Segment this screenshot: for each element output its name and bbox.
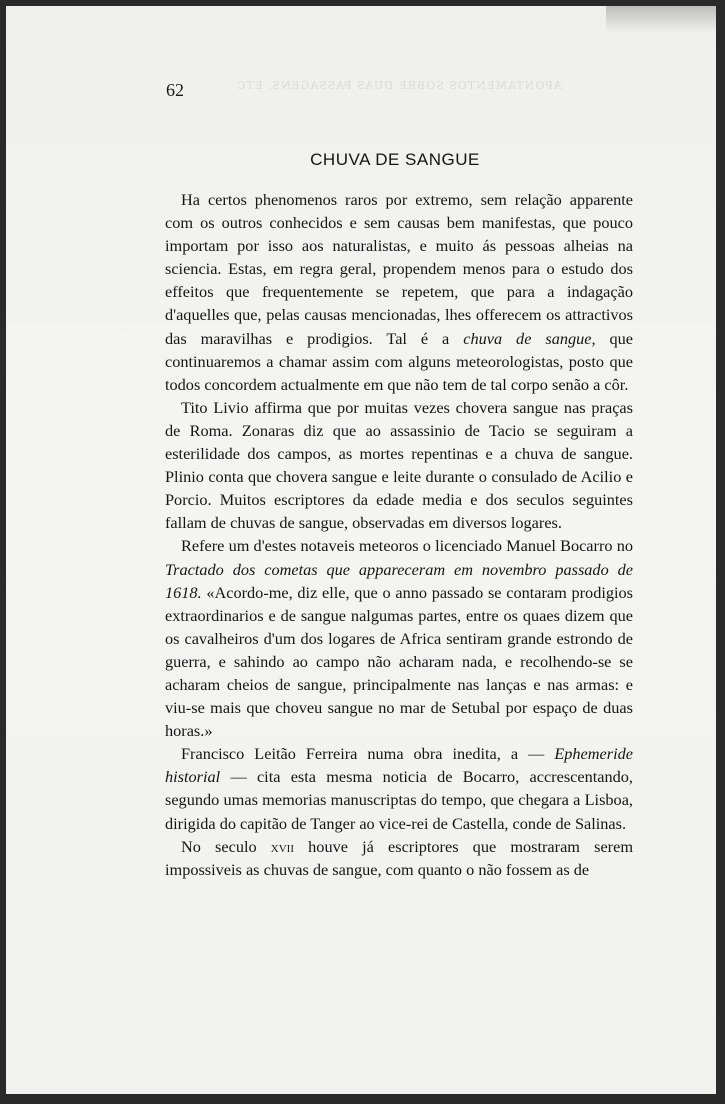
paragraph-5: No seculo xvii houve já escriptores que mostraram serem impossiveis as chuvas de sangue, com quanto o não fossem as de [165,836,633,879]
page-number: 62 [166,80,184,100]
page-corner-shadow [606,6,716,32]
paragraph-4: Francisco Leitão Ferreira numa obra inedita, a — Ephemeride historial — cita esta mesma noticia de Bocarro, accrescentando, segundo umas memorias manuscriptas do tempo, que chegara a Lisboa, dirigida do capitão de Tanger ao vice-rei de Castella, conde de Salinas. [165,744,633,833]
work-title: Ephemeride historial [165,744,633,787]
body-text [165,188,633,881]
bleed-through-header: APONTAMENTOS SOBRE DUAS PASSAGENS, ETC [236,79,562,92]
century-numeral: xvii [270,836,295,856]
paragraph-3: Refere um d'estes notaveis meteoros o licenciado Manuel Bocarro no Tractado dos cometas que appareceram em novembro passado de 1618. «Acordo-me, diz elle, que o anno passado se contaram prodigios extraordinarios e de sangue nalgumas partes, entre os quaes dizem que os cavalheiros d'um dos logares de Africa sentiram grande estrondo de guerra, e sahindo ao campo não acharam nada, e recolhendo-se se acharam cheios de sangue, principalmente nas lanças e nas armas: e viu-se mais que choveu sangue no mar de Setubal por espaço de duas horas.» [165,536,633,741]
page-title: CHUVA DE SANGUE [310,150,480,169]
paragraph-2: Tito Livio affirma que por muitas vezes chovera sangue nas praças de Roma. Zonaras diz que ao assassinio de Tacio se seguiram a esterilidade dos campos, as mortes repentinas e a chuva de sangue. Plinio conta que chovera sangue e leite durante o consulado de Acilio e Porcio. Muitos escriptores da edade media e dos seculos seguintes fallam de chuvas de sangue, observadas em diversos logares. [165,397,633,533]
paragraph-1: Ha certos phenomenos raros por extremo, sem relação apparente com os outros conhecidos e sem causas bem manifestas, que pouco importam por isso aos naturalistas, e muito ás pessoas alheias na sciencia. Estas, em regra geral, propendem menos para o estudo dos effeitos que frequentemente se repetem, que para a indagação d'aquelles que, pelas causas mencionadas, lhes offerecem os attractivos das maravilhas e prodigios. Tal é a chuva de sangue, que continuaremos a chamar assim com alguns meteorologistas, posto que todos concordem actualmente em que não tem de tal corpo senão a côr. [165,190,634,394]
book-title: Tractado dos cometas que appareceram em novembro passado de 1618. [165,559,633,602]
book-page [6,6,716,1094]
italic-term: chuva de sangue, [463,328,596,348]
